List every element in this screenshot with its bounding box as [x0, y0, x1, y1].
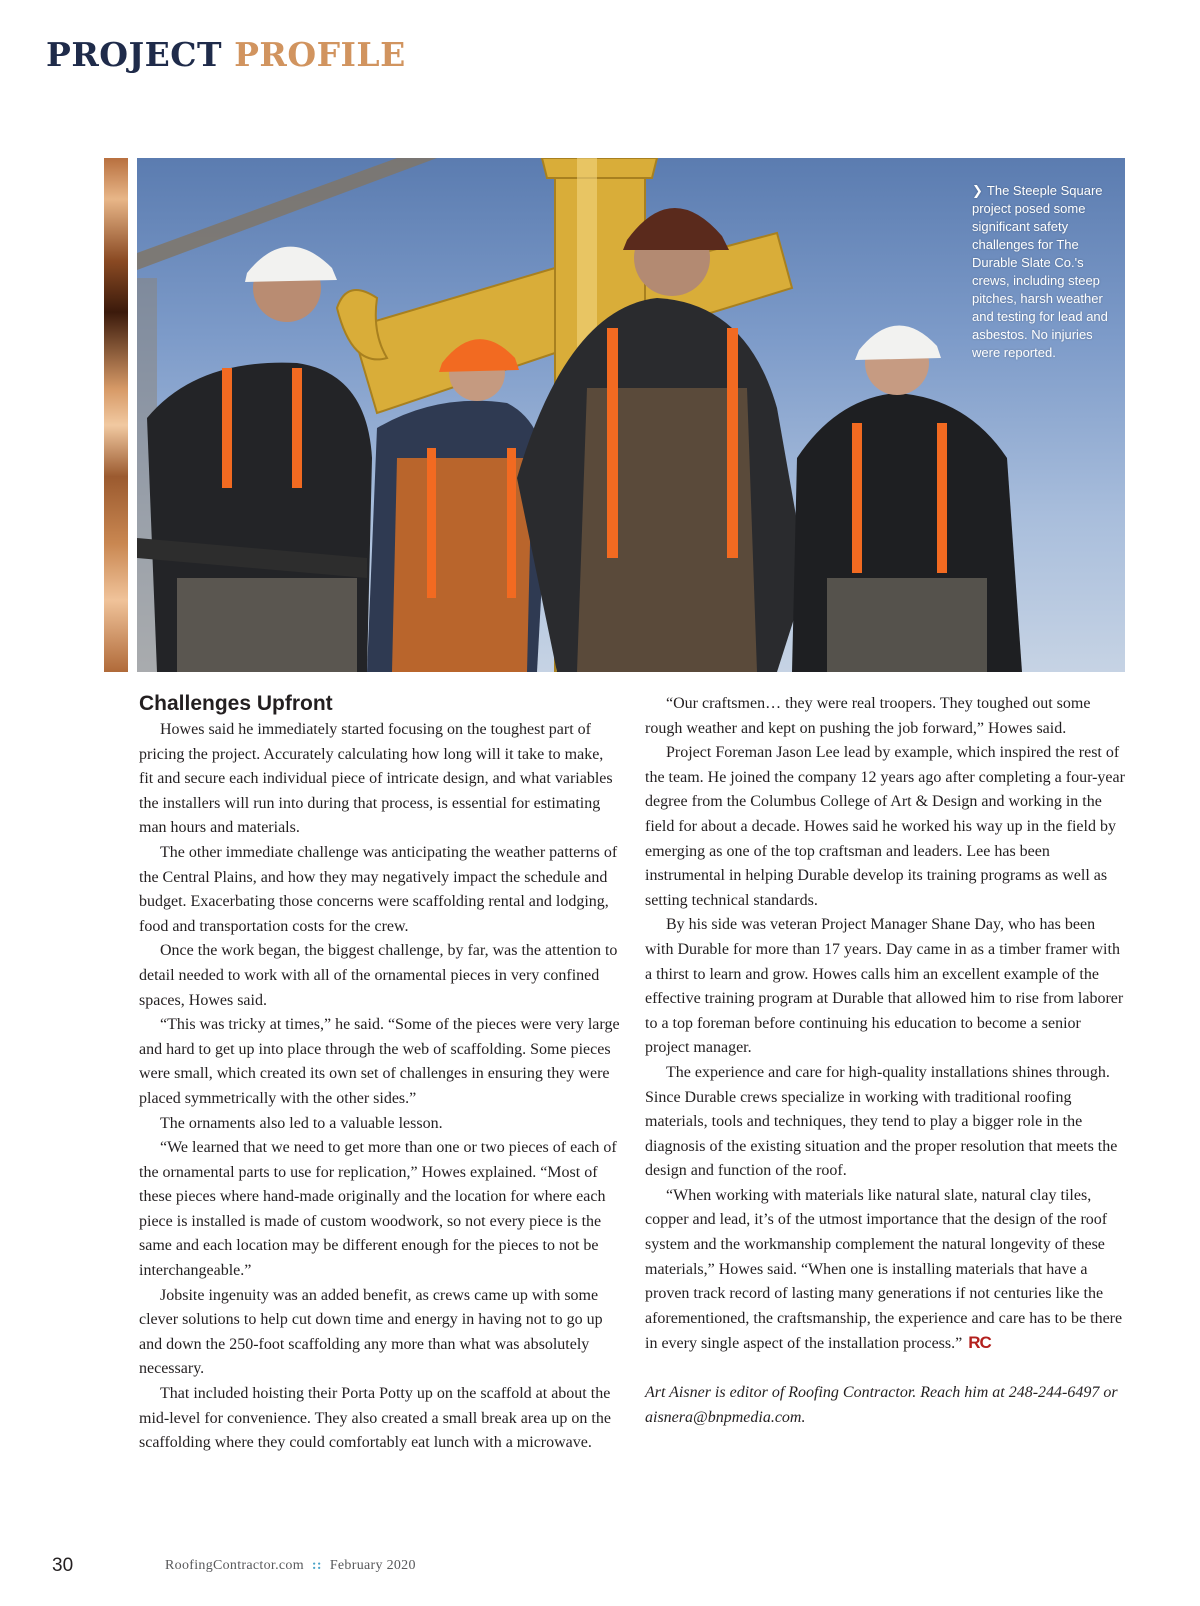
closing-paragraph-text: “When working with materials like natural slate, natural clay tiles, copper and lead, it’s of the utmost importance that the design of the roof system and the workmanship complement the natural longevity of these materials,” Howes said. “When one is installing materials that have a proven track record of lasting many generations if not centuries like the aforementioned, the craftsmanship, the experience and care has to be there in every single aspect of the installation process.”: [645, 1186, 1123, 1353]
paragraph: “Our craftsmen… they were real troopers. They toughed out some rough weather and kept on pushing the job forward,” Howes said.: [645, 695, 1091, 737]
closing-paragraph: [645, 1184, 1127, 1357]
paragraph: “This was tricky at times,” he said. “Some of the pieces were very large and hard to get up into place through the web of scaffolding. Some pieces were small, which created its own set of challenges in ensuring they were placed symmetrically with the other sides.”: [139, 1016, 620, 1107]
paragraph: Howes said he immediately started focusing on the toughest part of pricing the project. Accurately calculating how long will it take to make, fit and secure each individual piece of intricate design, and what variables the installers will run into during that process, is essential for estimating man hours and materials.: [139, 721, 613, 837]
paragraph: The experience and care for high-quality installations shines through. Since Durable crews specialize in working with traditional roofing materials, tools and techniques, they tend to play a bigger role in the diagnosis of the existing situation and the proper resolution that meets the design and function of the roof.: [645, 1063, 1118, 1180]
header-word-profile: PROFILE: [234, 35, 406, 74]
paragraph: Jobsite ingenuity was an added benefit, as crews came up with some clever solutions to help cut down time and energy in having not to go up and down the 250-foot scaffolding any more than what was absolutely necessary.: [139, 1286, 603, 1378]
page-number: 30: [52, 1555, 74, 1576]
paragraph: That included hoisting their Porta Potty up on the scaffold at about the mid-level for convenience. They also created a small break area up on the scaffolding where they could comfortably eat lunch with a microwave.: [139, 1385, 611, 1452]
page-footer: [165, 1558, 416, 1574]
crew-photo: [137, 158, 1125, 672]
photo-caption-text: The Steeple Square project posed some significant safety challenges for The Durable Slate Co.'s crews, including steep pitches, harsh weather and testing for lead and asbestos. No injuries were reported.: [972, 183, 1108, 360]
article-column-left: [139, 692, 621, 1456]
chevron-right-icon: ❯: [972, 183, 983, 198]
paragraph: “We learned that we need to get more than one or two pieces of each of the ornamental parts to use for replication,” Howes explained. “Most of these pieces where hand-made originally and the location for where each piece is installed is made of custom woodwork, so not every piece is the same and each location may be different enough for the pieces to not be interchangeable.”: [139, 1139, 617, 1280]
article-column-right: [645, 692, 1127, 1430]
photo-caption: [972, 182, 1112, 362]
paragraph: Project Foreman Jason Lee lead by example, which inspired the rest of the team. He joined the company 12 years ago after completing a four-year degree from the Columbus College of Art & Design and working in the field for about a decade. Howes said he worked his way up in the field by emerging as one of the top craftsman and leaders. Lee has been instrumental in helping Durable develop its training programs as well as setting technical standards.: [645, 744, 1125, 909]
footer-separator: ::: [311, 1558, 322, 1573]
footer-site: RoofingContractor.com: [165, 1558, 304, 1573]
section-heading: Challenges Upfront: [139, 692, 333, 715]
author-bio: Art Aisner is editor of Roofing Contractor. Reach him at 248-244-6497 or aisnera@bnpmedia.com.: [645, 1384, 1118, 1426]
paragraph: Once the work began, the biggest challenge, by far, was the attention to detail needed to work with all of the ornamental pieces in very confined spaces, Howes said.: [139, 942, 618, 1009]
copper-accent-bar: [104, 158, 128, 672]
paragraph: By his side was veteran Project Manager Shane Day, who has been with Durable for more than 17 years. Day came in as a timber framer with a thirst to learn and grow. Howes calls him an excellent example of the effective training program at Durable that allowed him to rise from laborer to a top foreman before continuing his education to become a senior project manager.: [645, 916, 1124, 1057]
rc-end-mark: RC: [968, 1333, 991, 1353]
header-word-project: PROJECT: [46, 35, 223, 74]
footer-issue: February 2020: [329, 1558, 416, 1573]
paragraph: The ornaments also led to a valuable lesson.: [160, 1114, 443, 1132]
section-header: [46, 35, 406, 74]
paragraph: The other immediate challenge was anticipating the weather patterns of the Central Plains, and how they may negatively impact the schedule and budget. Exacerbating those concerns were scaffolding rental and lodging, food and transportation costs for the crew.: [139, 843, 618, 935]
